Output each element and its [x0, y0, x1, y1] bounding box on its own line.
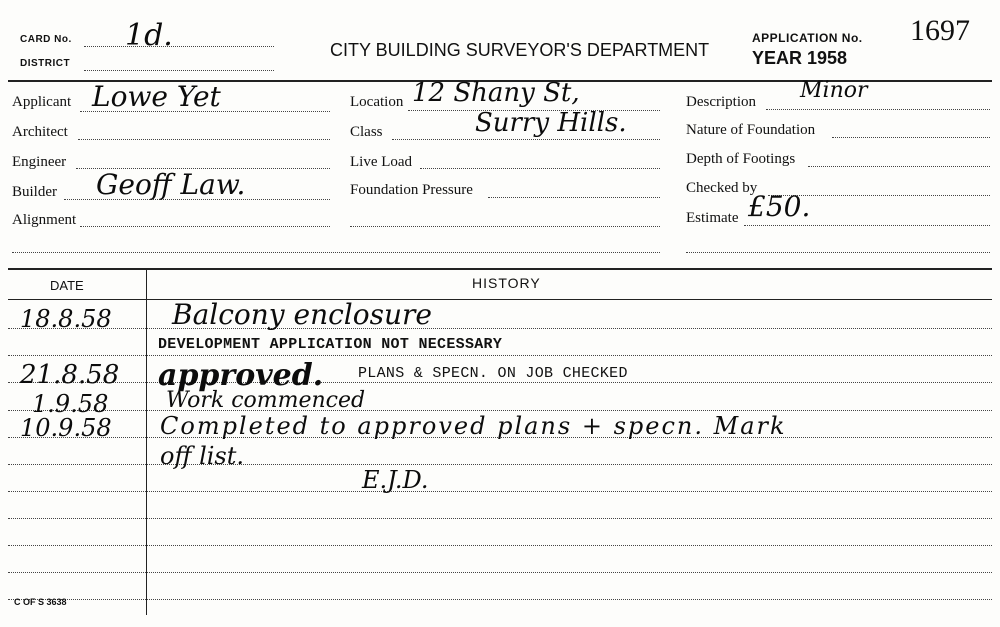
- applicant-value: Lowe Yet: [92, 80, 221, 113]
- foundation-pressure-label: Foundation Pressure: [350, 182, 473, 198]
- history-date-5: 10.9.58: [20, 414, 112, 442]
- builder-value: Geoff Law.: [96, 168, 246, 201]
- card-no-label: CARD No.: [20, 34, 72, 45]
- history-entry-4: Work commenced: [166, 388, 366, 413]
- col2-extra-line: [350, 226, 660, 227]
- engineer-label: Engineer: [12, 154, 67, 170]
- history-entry-6: off list.: [160, 442, 245, 470]
- history-entry-2: DEVELOPMENT APPLICATION NOT NECESSARY: [158, 336, 503, 353]
- rule-3: [8, 382, 992, 383]
- alignment-line: [80, 226, 330, 227]
- builder-label: Builder: [12, 184, 57, 200]
- rule-7: [8, 491, 992, 492]
- estimate-line: [744, 225, 990, 226]
- rule-4: [8, 410, 992, 411]
- rule-1: [8, 328, 992, 329]
- year-label: YEAR 1958: [752, 48, 848, 68]
- history-entry-5: Completed to approved plans + specn. Mark: [160, 412, 787, 440]
- application-no-label: APPLICATION No.: [752, 31, 863, 45]
- rule-11: [8, 599, 992, 600]
- form-code: C OF S 3638: [14, 597, 67, 607]
- card-no-line: [84, 46, 274, 47]
- district-line: [84, 70, 274, 71]
- description-value: Minor: [800, 78, 868, 103]
- history-header: HISTORY: [472, 275, 541, 291]
- date-column-divider: [146, 270, 147, 615]
- extra-line: [12, 252, 660, 253]
- application-no-value: 1697: [910, 14, 970, 47]
- alignment-label: Alignment: [12, 212, 77, 228]
- rule-6: [8, 464, 992, 465]
- history-entry-3: approved.: [158, 358, 324, 393]
- location-value-line2: Surry Hills.: [475, 108, 627, 138]
- history-date-1: 18.8.58: [20, 305, 112, 333]
- description-label: Description: [686, 94, 756, 110]
- checked-by-label: Checked by: [686, 180, 758, 196]
- architect-line: [78, 139, 330, 140]
- applicant-label: Applicant: [12, 94, 72, 110]
- nature-of-foundation-label: Nature of Foundation: [686, 122, 816, 138]
- history-top-rule: [8, 268, 992, 270]
- class-line: [392, 139, 660, 140]
- department-title: CITY BUILDING SURVEYOR'S DEPARTMENT: [330, 40, 710, 60]
- depth-of-footings-line: [808, 166, 990, 167]
- depth-of-footings-label: Depth of Footings: [686, 151, 796, 167]
- foundation-pressure-line: [488, 197, 660, 198]
- district-label: DISTRICT: [20, 58, 71, 69]
- estimate-label: Estimate: [686, 210, 739, 226]
- live-load-line: [420, 168, 660, 169]
- history-entry-3-typed: PLANS & SPECN. ON JOB CHECKED: [358, 365, 628, 382]
- rule-10: [8, 572, 992, 573]
- history-entry-1: Balcony enclosure: [172, 298, 432, 331]
- live-load-label: Live Load: [350, 154, 413, 170]
- architect-label: Architect: [12, 124, 68, 140]
- description-line: [766, 109, 990, 110]
- location-label: Location: [350, 94, 404, 110]
- rule-8: [8, 518, 992, 519]
- history-header-rule: [8, 299, 992, 300]
- date-header: DATE: [50, 278, 84, 293]
- nature-of-foundation-line: [832, 137, 990, 138]
- class-label: Class: [350, 124, 383, 140]
- rule-9: [8, 545, 992, 546]
- history-entry-7: E.J.D.: [362, 466, 429, 494]
- col3-extra-line: [686, 252, 990, 253]
- rule-2: [8, 355, 992, 356]
- history-date-4: 1.9.58: [32, 390, 109, 418]
- history-date-3: 21.8.58: [20, 360, 120, 390]
- estimate-value: £50.: [748, 190, 811, 223]
- location-value-line1: 12 Shany St,: [412, 78, 580, 108]
- card-no-value: 1d.: [125, 18, 173, 53]
